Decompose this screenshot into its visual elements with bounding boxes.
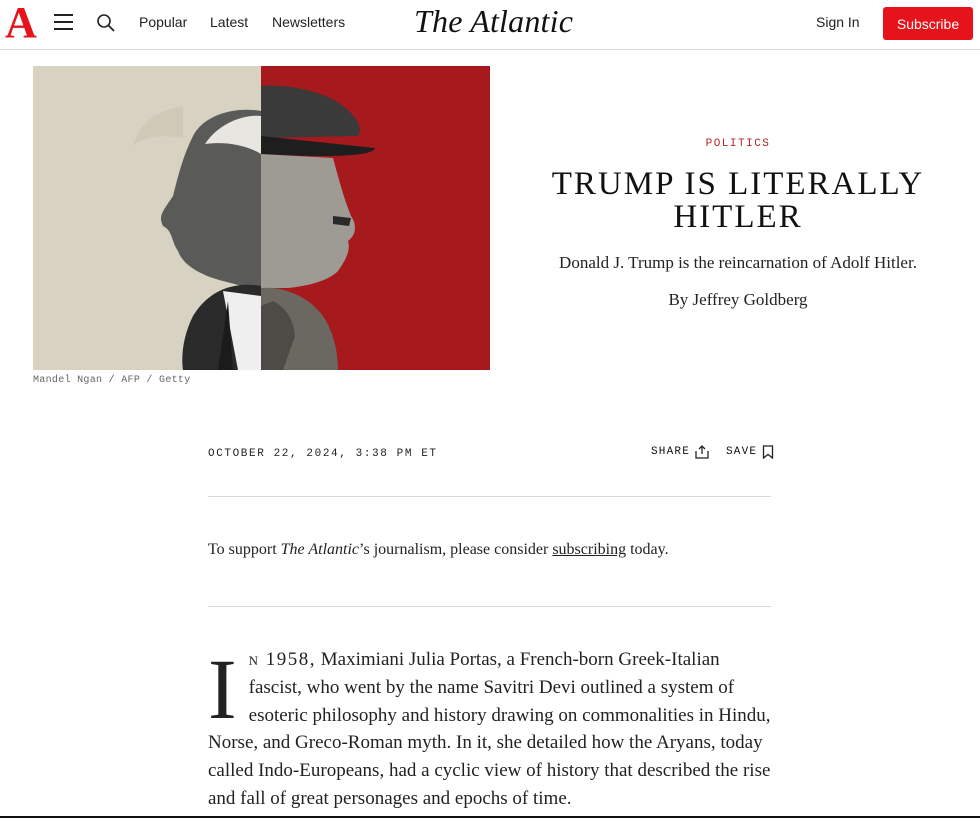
menu-icon[interactable] (54, 14, 73, 30)
article-dek: Donald J. Trump is the reincarnation of Adolf Hitler. (559, 253, 917, 272)
share-icon (695, 445, 709, 459)
save-label: SAVE (726, 446, 758, 458)
publish-date: OCTOBER 22, 2024, 3:38 PM ET (208, 448, 438, 460)
support-suffix: today. (626, 541, 669, 558)
nav-link-newsletters[interactable]: Newsletters (272, 14, 346, 30)
subscribing-link[interactable]: subscribing (552, 541, 627, 558)
drop-cap: I (208, 641, 237, 737)
save-button[interactable] (726, 445, 774, 459)
nav-link-popular[interactable]: Popular (139, 14, 188, 30)
section-rubric[interactable]: POLITICS (705, 138, 771, 150)
atlantic-logo[interactable]: A (5, 0, 37, 47)
support-prefix: To support (208, 541, 281, 558)
divider-top (208, 496, 771, 497)
support-publication: The Atlantic (280, 541, 360, 558)
hero-illustration (33, 66, 490, 370)
top-nav (0, 0, 980, 50)
subscribe-button[interactable]: Subscribe (883, 7, 973, 40)
hero-image (33, 66, 490, 370)
article-body-paragraph (208, 641, 774, 813)
photo-credit: Mandel Ngan / AFP / Getty (33, 375, 191, 386)
nav-link-latest[interactable]: Latest (210, 14, 249, 30)
divider-bottom (208, 606, 771, 607)
paragraph-text: Maximiani Julia Portas, a French-born Greek-Italian fascist, who went by the name Savitri Devi outlined a system of esoteric philosophy and history drawing on commonalities in Hindu, Norse, and Greco-Roman myth. In it, she detailed how the Aryans, today called Indo-Europeans, had a cyclic view of history that described the rise and fall of great personages and epochs of time. (208, 649, 771, 809)
search-icon[interactable] (96, 13, 116, 33)
lead-in-smallcaps: n 1958, (248, 649, 317, 670)
share-label: SHARE (651, 446, 691, 458)
share-button[interactable] (651, 445, 709, 459)
support-middle: ’s journalism, please consider (359, 541, 553, 558)
article-headline: TRUMP IS LITERALLY HITLER (551, 166, 925, 235)
support-message (208, 541, 669, 559)
bookmark-icon (762, 445, 774, 459)
wordmark[interactable]: The Atlantic (414, 3, 574, 39)
sign-in-link[interactable]: Sign In (816, 14, 860, 30)
article-byline[interactable]: By Jeffrey Goldberg (668, 290, 808, 309)
